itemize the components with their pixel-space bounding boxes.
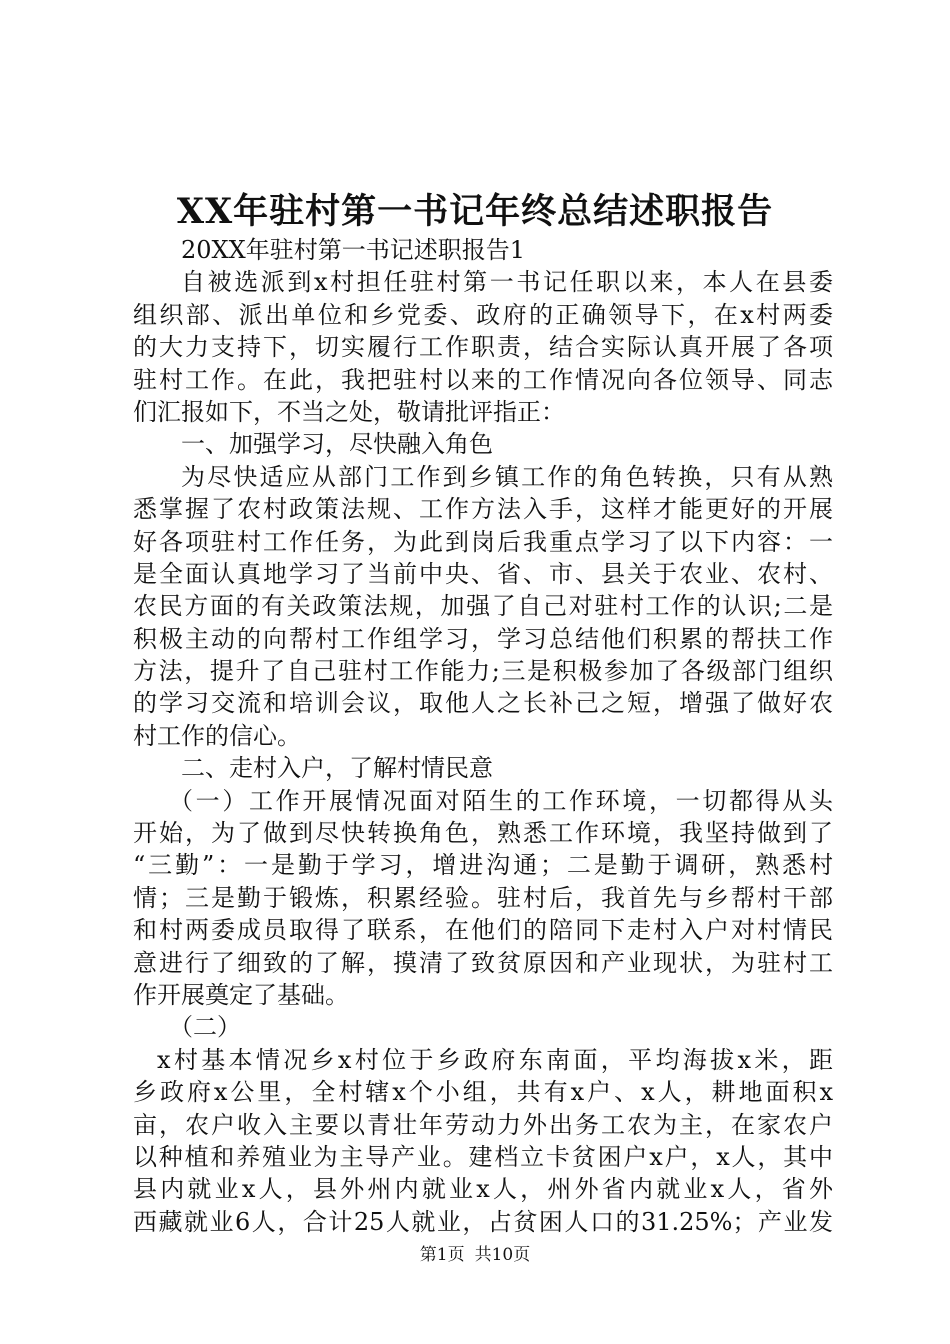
body-line: 组织部、派出单位和乡党委、政府的正确领导下，在x村两委: [133, 300, 833, 329]
body-line: 驻村工作。在此，我把驻村以来的工作情况向各位领导、同志: [133, 365, 833, 394]
page-total: 共10页: [474, 1245, 531, 1265]
body-line: 是全面认真地学习了当前中央、省、市、县关于农业、农村、: [133, 559, 833, 588]
body-line: 县内就业x人，县外州内就业x人，州外省内就业x人，省外: [133, 1175, 833, 1204]
body-line: （一）工作开展情况面对陌生的工作环境，一切都得从头: [169, 786, 833, 815]
body-line: 积极主动的向帮村工作组学习，学习总结他们积累的帮扶工作: [133, 624, 833, 653]
body-line: 的学习交流和培训会议，取他人之长补己之短，增强了做好农: [133, 689, 833, 718]
body-line: 农民方面的有关政策法规，加强了自己对驻村工作的认识;二是: [133, 592, 833, 621]
body-line: 以种植和养殖业为主导产业。建档立卡贫困户x户，x人，其中: [133, 1142, 833, 1171]
body-line: 和村两委成员取得了联系，在他们的陪同下走村入户对村情民: [133, 916, 833, 945]
body-line: 二、走村入户，了解村情民意: [181, 754, 493, 783]
body-line: 村工作的信心。: [133, 721, 301, 750]
body-line: （二）: [169, 1013, 241, 1042]
body-line: 们汇报如下，不当之处，敬请批评指正：: [133, 397, 565, 426]
document-title: XX年驻村第一书记年终总结述职报告: [176, 191, 774, 232]
body-line: 作开展奠定了基础。: [133, 980, 349, 1009]
body-line: 情；三是勤于锻炼，积累经验。驻村后，我首先与乡帮村干部: [133, 883, 833, 912]
body-line: 乡政府x公里，全村辖x个小组，共有x户、x人，耕地面积x: [133, 1078, 833, 1107]
body-line: 的大力支持下，切实履行工作职责，结合实际认真开展了各项: [133, 333, 833, 362]
body-line: 自被选派到x村担任驻村第一书记任职以来，本人在县委: [181, 268, 833, 297]
body-line: 为尽快适应从部门工作到乡镇工作的角色转换，只有从熟: [181, 462, 833, 491]
body-line: x村基本情况乡x村位于乡政府东南面，平均海拔x米，距: [157, 1045, 833, 1074]
body-line: “三勤”：一是勤于学习，增进沟通；二是勤于调研，熟悉村: [133, 851, 833, 880]
body-line: 一、加强学习，尽快融入角色: [181, 430, 493, 459]
page-number: 第1页: [419, 1245, 465, 1265]
body-line: 开始，为了做到尽快转换角色，熟悉工作环境，我坚持做到了: [133, 819, 833, 848]
body-line: 亩，农户收入主要以青壮年劳动力外出务工农为主，在家农户: [133, 1110, 833, 1139]
body-line: 20XX年驻村第一书记述职报告1: [181, 236, 525, 264]
body-line: 好各项驻村工作任务，为此到岗后我重点学习了以下内容：一: [133, 527, 833, 556]
body-line: 意进行了细致的了解，摸清了致贫原因和产业现状，为驻村工: [133, 948, 833, 977]
body-line: 悉掌握了农村政策法规、工作方法入手，这样才能更好的开展: [133, 495, 833, 524]
body-line: 方法，提升了自己驻村工作能力;三是积极参加了各级部门组织: [133, 657, 833, 686]
body-line: 西藏就业6人，合计25人就业，占贫困人口的31.25%；产业发: [133, 1207, 833, 1236]
page-footer: [0, 1240, 950, 1265]
document-body: [133, 234, 833, 1238]
